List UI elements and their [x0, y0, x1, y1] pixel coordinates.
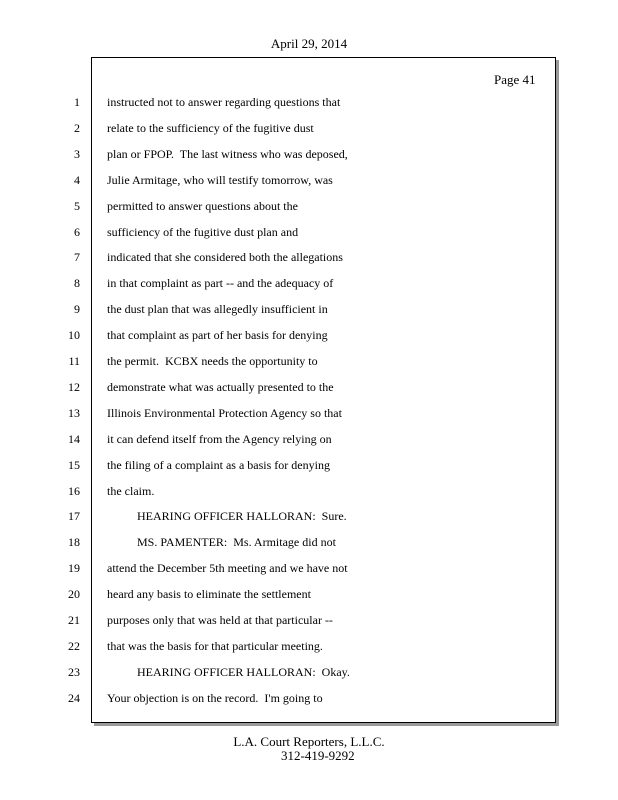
line-text: it can defend itself from the Agency relying on: [107, 432, 332, 446]
line-number: 15: [68, 458, 80, 472]
line-number: 19: [68, 561, 80, 575]
line-number: 22: [68, 639, 80, 653]
line-text: plan or FPOP. The last witness who was deposed,: [107, 147, 348, 161]
line-text: purposes only that was held at that particular --: [107, 613, 333, 627]
line-number: 13: [68, 406, 80, 420]
footer-phone: 312-419-9292: [281, 748, 355, 763]
line-number: 9: [74, 302, 80, 316]
line-number: 23: [68, 665, 80, 679]
line-text: the permit. KCBX needs the opportunity to: [107, 354, 318, 368]
line-number: 11: [68, 354, 80, 368]
line-text: the dust plan that was allegedly insufficient in: [107, 302, 328, 316]
line-number: 21: [68, 613, 80, 627]
footer-company: L.A. Court Reporters, L.L.C.: [233, 734, 385, 749]
line-number: 12: [68, 380, 80, 394]
line-number: 16: [68, 484, 80, 498]
line-text: the filing of a complaint as a basis for denying: [107, 458, 330, 472]
line-text: Julie Armitage, who will testify tomorrow, was: [107, 173, 333, 187]
line-text: that was the basis for that particular meeting.: [107, 639, 323, 653]
line-text: the claim.: [107, 484, 155, 498]
line-text: indicated that she considered both the allegations: [107, 250, 343, 264]
line-number: 1: [74, 95, 80, 109]
line-number: 18: [68, 535, 80, 549]
line-text: HEARING OFFICER HALLORAN: Sure.: [107, 509, 347, 523]
line-text: Your objection is on the record. I'm going to: [107, 691, 323, 705]
line-number: 4: [74, 173, 80, 187]
line-text: that complaint as part of her basis for denying: [107, 328, 328, 342]
line-text: attend the December 5th meeting and we have not: [107, 561, 348, 575]
line-number: 7: [74, 250, 80, 264]
page-number: Page 41: [494, 72, 536, 87]
line-number: 17: [68, 509, 80, 523]
line-text: sufficiency of the fugitive dust plan and: [107, 225, 299, 239]
line-number: 20: [68, 587, 80, 601]
line-number: 6: [74, 225, 80, 239]
line-number: 5: [74, 199, 80, 213]
line-text: permitted to answer questions about the: [107, 199, 298, 213]
line-number: 8: [74, 276, 80, 290]
line-text: relate to the sufficiency of the fugitive dust: [107, 121, 314, 135]
line-text: instructed not to answer regarding questions that: [107, 95, 341, 109]
line-text: MS. PAMENTER: Ms. Armitage did not: [107, 535, 336, 549]
transcript-date: April 29, 2014: [270, 36, 348, 51]
line-text: heard any basis to eliminate the settlement: [107, 587, 311, 601]
line-text: in that complaint as part -- and the adequacy of: [107, 276, 334, 290]
line-text: HEARING OFFICER HALLORAN: Okay.: [107, 665, 350, 679]
line-number: 2: [74, 121, 80, 135]
line-number: 24: [68, 691, 80, 705]
line-text: demonstrate what was actually presented to the: [107, 380, 334, 394]
line-number: 14: [68, 432, 80, 446]
line-number: 3: [74, 147, 80, 161]
line-number: 10: [68, 328, 80, 342]
line-text: Illinois Environmental Protection Agency so that: [107, 406, 342, 420]
